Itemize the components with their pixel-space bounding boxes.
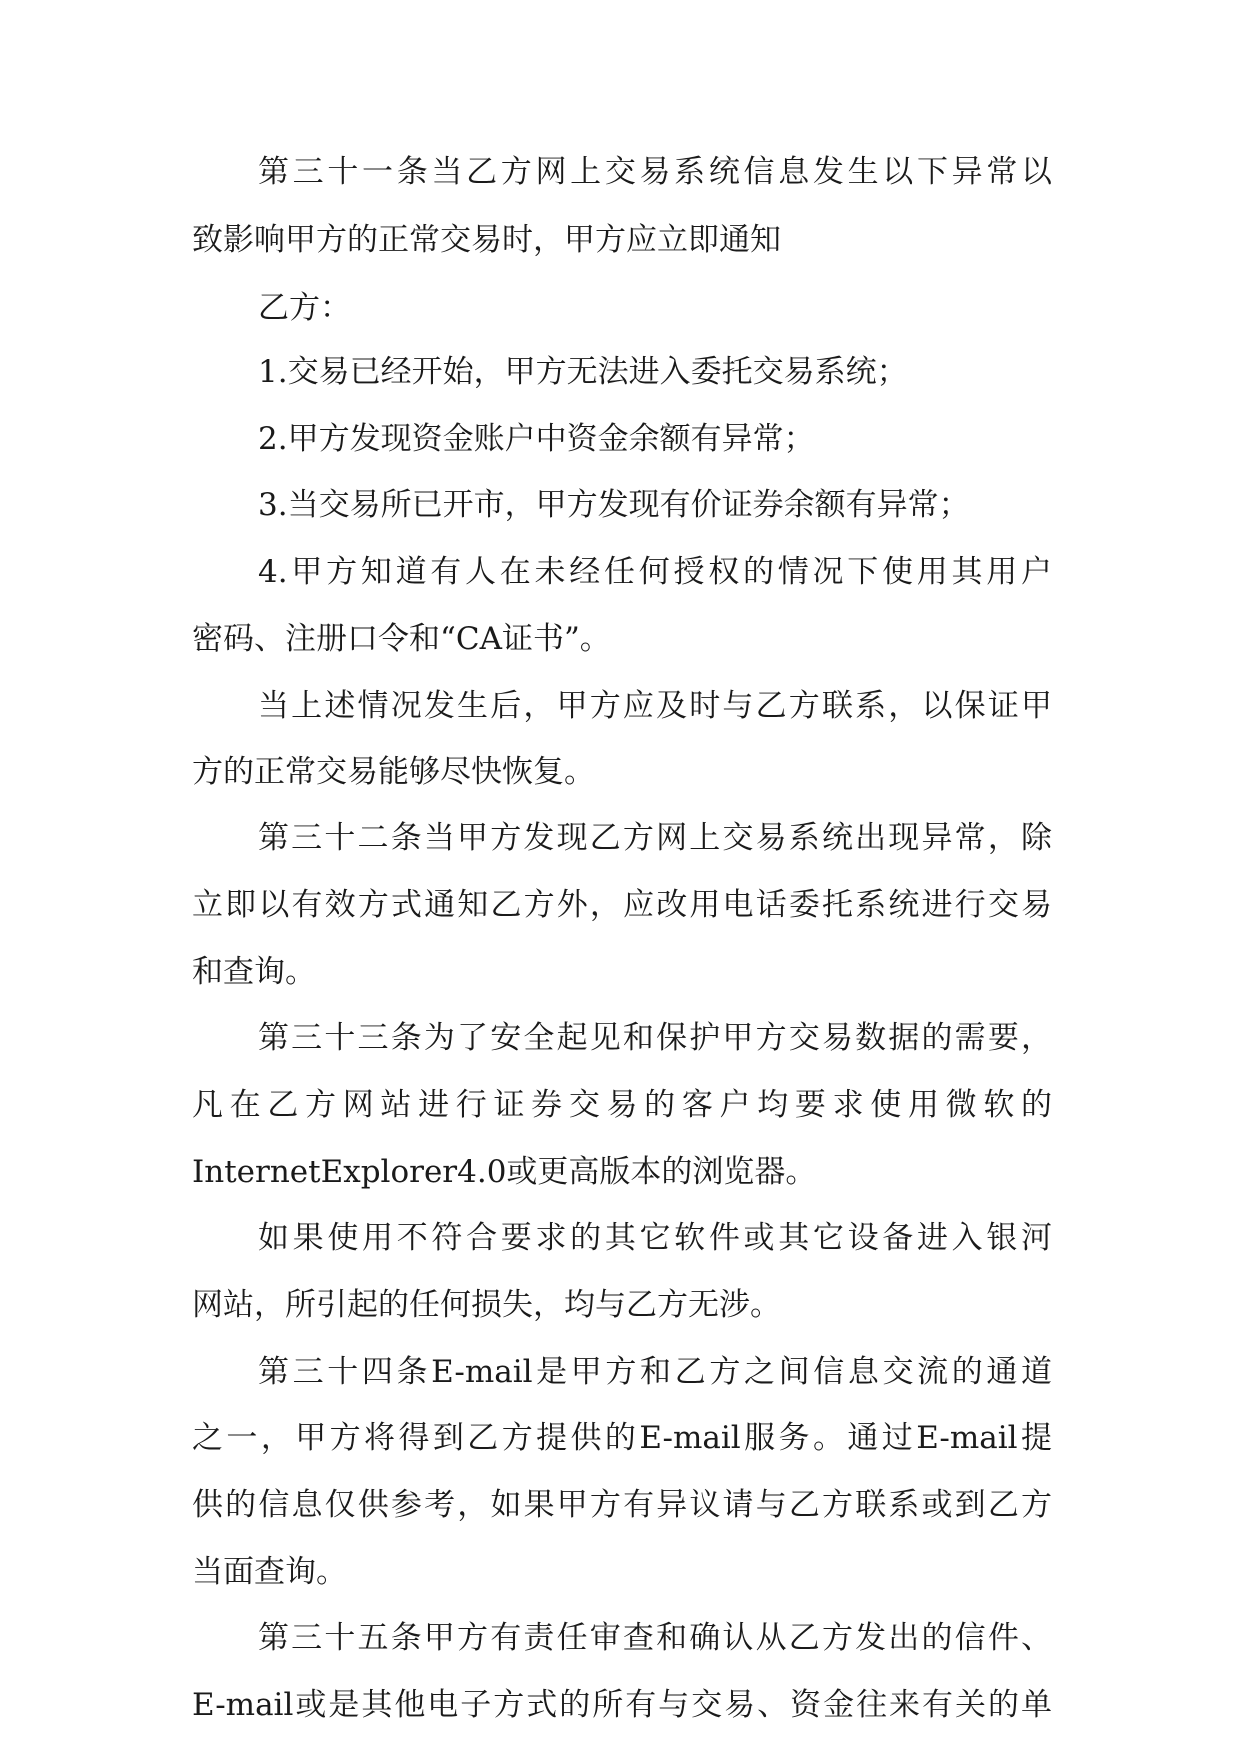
text-line: 2.甲方发现资金账户中资金余额有异常； [258, 421, 815, 457]
text-line: 第三十一条当乙方网上交易系统信息发生以下异常以 [258, 154, 1052, 190]
text-line: 之一，甲方将得到乙方提供的E-mail服务。通过E-mail提 [192, 1420, 1052, 1456]
text-line: 供的信息仅供参考，如果甲方有异议请与乙方联系或到乙方 [192, 1487, 1052, 1523]
text-line: 第三十五条甲方有责任审查和确认从乙方发出的信件、 [258, 1620, 1052, 1656]
text-line: 1.交易已经开始，甲方无法进入委托交易系统； [258, 354, 908, 390]
text-line: 4.甲方知道有人在未经任何授权的情况下使用其用户 [258, 554, 1052, 590]
text-line: 密码、注册口令和“CA证书”。 [192, 621, 611, 657]
text-line: 如果使用不符合要求的其它软件或其它设备进入银河 [258, 1220, 1052, 1256]
text-line: 当上述情况发生后，甲方应及时与乙方联系，以保证甲 [258, 688, 1052, 724]
text-line: 第三十三条为了安全起见和保护甲方交易数据的需要， [258, 1020, 1052, 1056]
text-line: 凡在乙方网站进行证券交易的客户均要求使用微软的 [192, 1087, 1052, 1123]
text-line: 方的正常交易能够尽快恢复。 [192, 754, 595, 790]
text-line: 立即以有效方式通知乙方外，应改用电话委托系统进行交易 [192, 887, 1052, 923]
text-line: 和查询。 [192, 954, 316, 990]
text-line: 致影响甲方的正常交易时，甲方应立即通知 [192, 222, 781, 258]
text-line: 第三十四条E-mail是甲方和乙方之间信息交流的通道 [258, 1354, 1052, 1390]
text-line: 网站，所引起的任何损失，均与乙方无涉。 [192, 1287, 781, 1323]
text-line: E-mail或是其他电子方式的所有与交易、资金往来有关的单 [192, 1687, 1052, 1723]
text-line: 当面查询。 [192, 1554, 347, 1590]
text-line: 第三十二条当甲方发现乙方网上交易系统出现异常，除 [258, 820, 1052, 856]
text-line: 乙方： [258, 290, 351, 326]
text-line: InternetExplorer4.0或更高版本的浏览器。 [192, 1154, 817, 1190]
text-line: 3.当交易所已开市，甲方发现有价证券余额有异常； [258, 487, 970, 523]
